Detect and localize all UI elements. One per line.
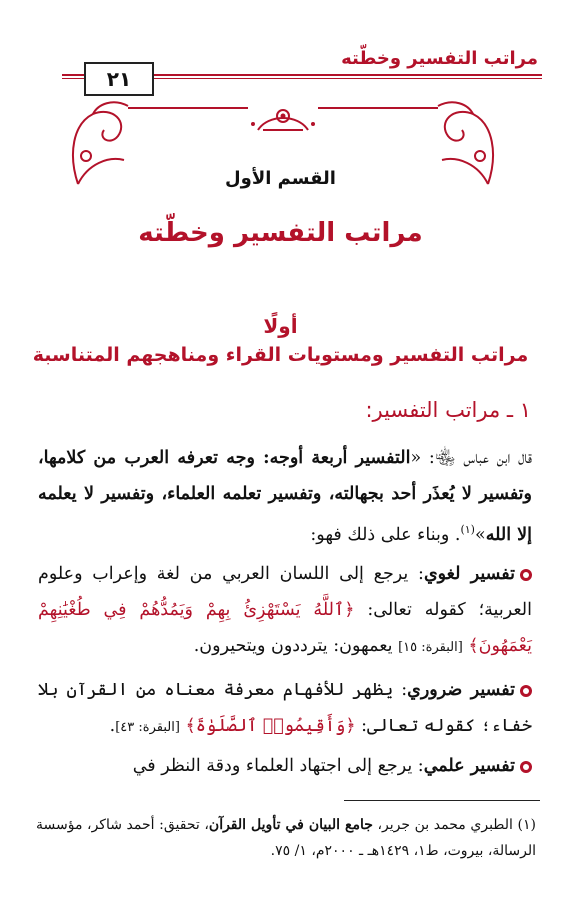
bullet-icon (520, 685, 532, 697)
item-necessary-tafsir (38, 672, 532, 746)
item-scholarly-tafsir (38, 748, 532, 784)
heading-levels-of-tafsir: ١ ـ مراتب التفسير: (365, 398, 531, 422)
paragraph-ibn-abbas (38, 440, 532, 553)
intro-text: قال ابن عباس ﵄: « (410, 448, 533, 468)
item-label: تفسير علمي (423, 756, 515, 776)
item-label: تفسير لغوي (423, 564, 515, 584)
footnote-marker: (١) (460, 523, 475, 536)
quran-verse: ﴿ٱللَّهُ يَسْتَهْزِئُ بِهِمْ وَيَمُدُّهُمْ فِي طُغْيَٰنِهِمْ يَعْمَهُونَ﴾ (38, 600, 532, 656)
footnote-number: (١) (517, 817, 536, 833)
footnote-book-title: جامع البيان في تأويل القرآن (208, 817, 373, 833)
item-text: : يظهر للأفهام معرفة معناه من القرآن بلا خفاء؛ كقوله تعالى: (38, 680, 532, 736)
bullet-icon (520, 569, 532, 581)
footnote-separator (344, 800, 540, 801)
item-linguistic-tafsir (38, 556, 532, 666)
section-title: مراتب التفسير وخطّته (138, 218, 423, 248)
verse-reference: [البقرة: ١٥] (398, 640, 463, 655)
para-tail: . وبناء على ذلك فهو: (310, 524, 461, 545)
item-text: : يرجع إلى اللسان العربي من لغة وإعراب وعلوم العربية؛ كقوله تعالى: (38, 564, 532, 620)
running-head: مراتب التفسير وخطّته (341, 48, 538, 69)
ibn-abbas-quote: التفسير أربعة أوجه: وجه تعرفه العرب من كلامها، وتفسير لا يُعذَر أحد بجهالته، وتفسير تعلمه العلماء، وتفسير لا يعلمه إلا الله (38, 448, 532, 545)
subsection-number: أولًا (263, 314, 298, 338)
page-number: ٢١ (84, 62, 154, 96)
subsection-title: مراتب التفسير ومستويات القراء ومناهجهم المتناسبة (32, 344, 529, 366)
page-header (62, 40, 542, 100)
verse-reference: [البقرة: ٤٣] (115, 720, 180, 735)
section-label: القسم الأول (225, 168, 336, 189)
footnote-text-a: الطبري محمد بن جرير، (372, 817, 518, 833)
item-label: تفسير ضروري (407, 680, 516, 700)
item-tail: . (109, 716, 116, 736)
bullet-icon (520, 761, 532, 773)
item-text: : يرجع إلى اجتهاد العلماء ودقة النظر في (132, 756, 424, 776)
item-tail: يعمهون: يترددون ويتحيرون. (193, 636, 399, 656)
footnote-text-b: ، تحقيق: أحمد شاكر، مؤسسة الرسالة، بيروت، ط١، ١٤٢٩هـ ـ ٢٠٠٠م، ١/ ٧٥. (36, 817, 536, 859)
footnote (36, 812, 536, 864)
quote-close: » (474, 524, 486, 545)
quran-verse: ﴿وَأَقِيمُوا۟ ٱلصَّلَوٰةَ﴾ (185, 716, 356, 736)
